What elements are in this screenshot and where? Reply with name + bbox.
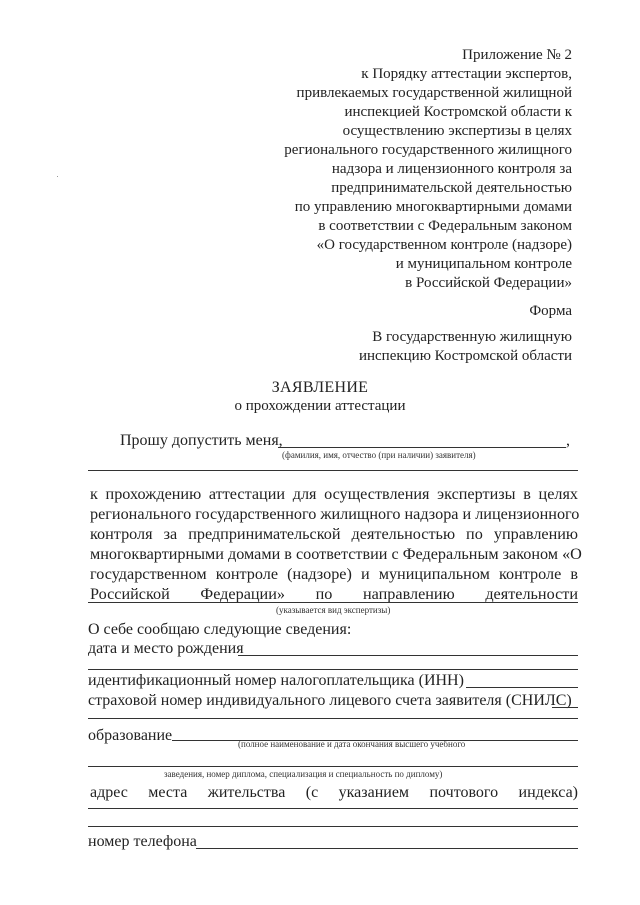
header-line: по управлению многоквартирными домами (294, 199, 572, 215)
body-line: к прохождению аттестации для осуществления экспертизы в целях (90, 485, 578, 503)
header-line: регионального государственного жилищного (284, 142, 572, 158)
birth-label: дата и место рождения (88, 640, 244, 657)
birth-field[interactable] (238, 655, 578, 656)
header-line: в Российской Федерации» (405, 275, 572, 291)
document-title: ЗАЯВЛЕНИЕ (271, 379, 369, 396)
phone-field[interactable] (196, 848, 578, 849)
body-line: Российской Федерации» по направлению деятельности (90, 585, 578, 603)
body-line: многоквартирными домами в соответствии с Федеральным законом «О (90, 545, 582, 563)
header-line: инспекцией Костромской области к (344, 104, 572, 120)
addressee-line: В государственную жилищную (372, 329, 572, 345)
header-line: привлекаемых государственной жилищной (296, 85, 572, 101)
address-field[interactable] (88, 808, 578, 809)
header-line: и муниципальном контроле (395, 256, 572, 272)
education-hint-2: заведения, номер диплома, специализация и специальность по диплому) (164, 769, 443, 779)
body-line: регионального государственного жилищного надзора и лицензионного (90, 505, 580, 523)
addressee-line: инспекцию Костромской области (358, 348, 572, 364)
appendix-title: Приложение № 2 (462, 47, 572, 63)
education-hint-1: (полное наименование и дата окончания высшего учебного (238, 739, 466, 749)
address-field-cont[interactable] (88, 826, 578, 827)
body-line: контроля за предпринимательской деятельностью по управлению (90, 525, 578, 543)
applicant-name-field[interactable] (278, 447, 566, 448)
expertise-field[interactable] (88, 602, 578, 603)
header-line: осуществлению экспертизы в целях (342, 123, 572, 139)
applicant-name-field-cont[interactable] (88, 470, 578, 471)
applicant-name-hint: (фамилия, имя, отчество (при наличии) заявителя) (282, 450, 476, 460)
header-line: предпринимательской деятельностью (331, 180, 572, 196)
info-intro: О себе сообщаю следующие сведения: (88, 621, 352, 638)
header-line: «О государственном контроле (надзоре) (316, 237, 572, 253)
header-line: надзора и лицензионного контроля за (331, 161, 572, 177)
address-label: адрес места жительства (с указанием почтового индекса) (90, 784, 578, 801)
inn-field[interactable] (466, 687, 578, 688)
snils-label: страховой номер индивидуального лицевого счета заявителя (СНИЛС) (88, 692, 572, 709)
phone-label: номер телефона (88, 833, 197, 850)
request-comma: , (566, 432, 570, 449)
birth-field-cont[interactable] (88, 669, 578, 670)
scan-speck (57, 176, 58, 177)
education-field-cont[interactable] (88, 766, 578, 767)
header-line: в соответствии с Федеральным законом (318, 218, 572, 234)
document-subtitle: о прохождении аттестации (234, 398, 406, 414)
form-label: Форма (529, 303, 572, 319)
snils-field[interactable] (552, 707, 578, 708)
expertise-hint: (указывается вид экспертизы) (276, 605, 391, 615)
inn-label: идентификационный номер налогоплательщика (ИНН) (88, 672, 464, 689)
snils-field-cont[interactable] (88, 718, 578, 719)
body-line: государственном контроле (надзоре) и муниципальном контроле в (90, 565, 578, 583)
header-line: к Порядку аттестации экспертов, (361, 66, 572, 82)
request-lead: Прошу допустить меня, (120, 432, 283, 449)
education-label: образование (88, 727, 173, 744)
